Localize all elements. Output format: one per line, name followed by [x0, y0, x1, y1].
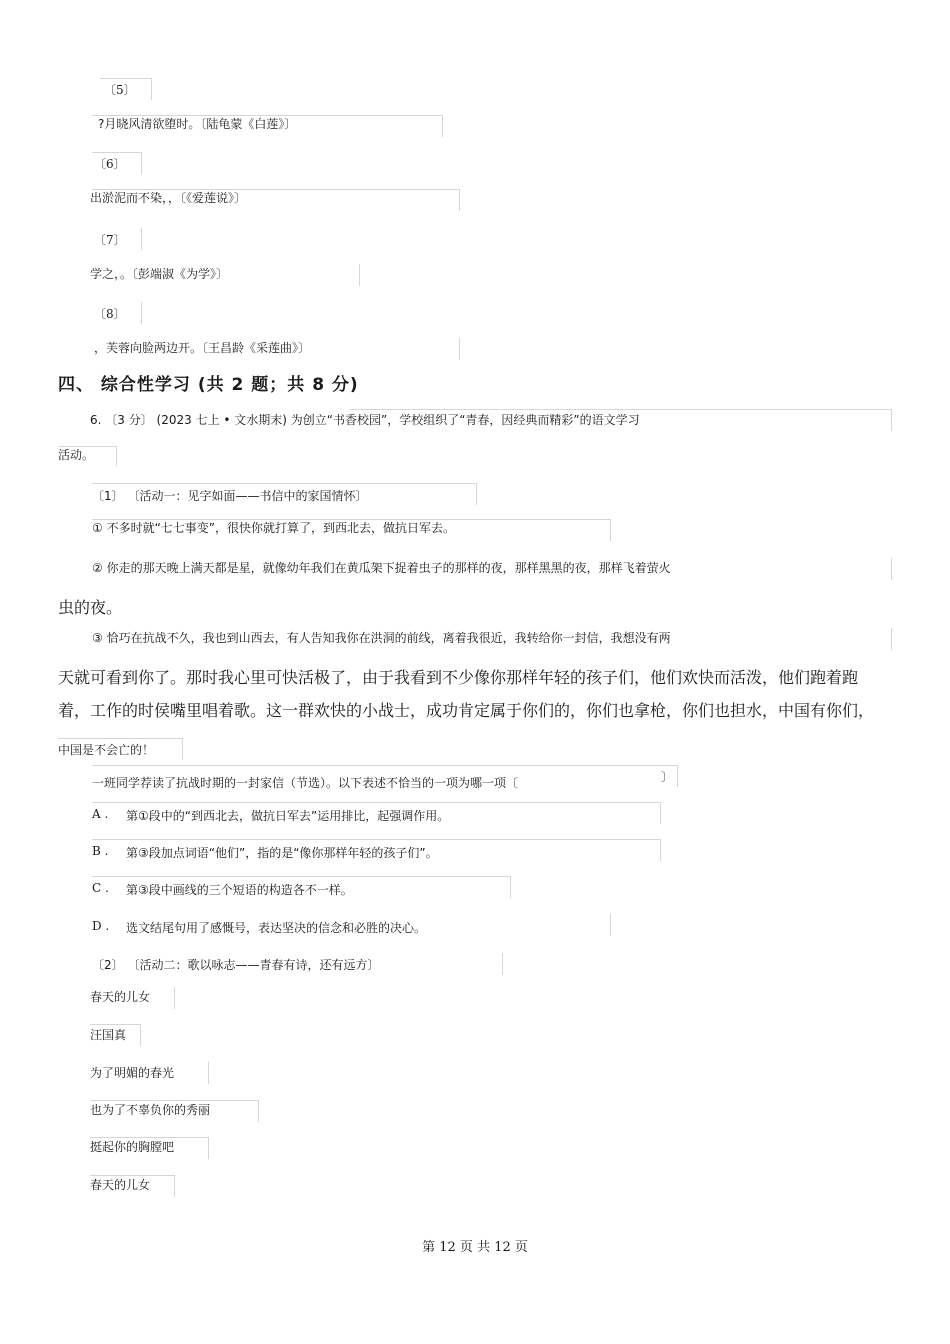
question-6-header-cont: 活动。 — [58, 448, 95, 462]
poem-line-6: 春天的儿女 — [90, 1178, 151, 1192]
option-c-label: C . — [92, 881, 109, 895]
item-8-number: 〔8〕 — [94, 307, 126, 321]
poem-line-3: 为了明媚的春光 — [90, 1066, 175, 1080]
option-a-label: A . — [92, 807, 109, 821]
option-d-label: D . — [92, 919, 110, 933]
poem-line-4: 也为了不辜负你的秀丽 — [90, 1103, 211, 1117]
poem-line-2: 汪国真 — [90, 1028, 127, 1042]
item-5-text: ?月晓风清欲堕时。〔陆龟蒙《白莲》〕 — [98, 117, 297, 131]
option-b-label: B . — [92, 844, 109, 858]
letter-paragraph-3d: 中国是不会亡的！ — [58, 743, 155, 757]
letter-paragraph-2b: 虫的夜。 — [58, 598, 123, 617]
question-6-header: 6. 〔3 分〕 (2023 七上 • 文水期末) 为创立“书香校园”，学校组织了“青春，因经典而精彩”的语文学习 — [90, 413, 640, 427]
page-footer: 第 12 页 共 12 页 — [422, 1240, 528, 1255]
letter-paragraph-2a: ② 你走的那天晚上满天都是星，就像幼年我们在黄瓜架下捉着虫子的那样的夜，那样黑黑的夜，那样飞着萤火 — [92, 561, 671, 575]
item-6-text: 出淤泥而不染，，〔《爱莲说》〕 — [90, 191, 247, 205]
poem-line-5: 挺起你的胸膛吧 — [90, 1140, 175, 1154]
item-8-text: ，芙蓉向脸两边开。〔王昌龄《采莲曲》〕 — [94, 341, 311, 355]
option-d-text: 选文结尾句用了感慨号，表达坚决的信念和必胜的决心。 — [126, 921, 427, 935]
activity-2-heading: 〔2〕 〔活动二：歌以咏志——青春有诗，还有远方〕 — [92, 958, 380, 972]
letter-paragraph-3c: 着，工作的时侯嘴里唱着歌。这一群欢快的小战士，成功肯定属于你们的，你们也拿枪，你们也担水，中国有你们， — [58, 701, 875, 720]
item-6-number: 〔6〕 — [94, 157, 126, 171]
item-7-number: 〔7〕 — [94, 233, 126, 247]
activity-1-heading: 〔1〕 〔活动一：见字如面——书信中的家国情怀〕 — [92, 489, 368, 503]
letter-paragraph-3b: 天就可看到你了。那时我心里可快活极了，由于我看到不少像你那样年轻的孩子们，他们欢快而活泼，他们跑着跑 — [58, 668, 859, 687]
poem-line-1: 春天的儿女 — [90, 990, 151, 1004]
item-5-number: 〔5〕 — [104, 83, 136, 97]
option-b-text: 第③段加点词语“他们”，指的是“像你那样年轻的孩子们”。 — [126, 846, 438, 860]
section-title: 四、 综合性学习 (共 2 题；共 8 分) — [58, 375, 359, 395]
option-c-text: 第③段中画线的三个短语的构造各不一样。 — [126, 883, 353, 897]
question-prompt: 一班同学荐读了抗战时期的一封家信（节选）。以下表述不恰当的一项为哪一项〔 — [92, 776, 519, 790]
item-7-text: 学之，。〔彭端淑《为学》〕 — [90, 267, 229, 281]
letter-paragraph-1: ① 不多时就“七七事变”，很快你就打算了，到西北去，做抗日军去。 — [92, 521, 456, 535]
question-prompt-bracket: 〕 — [661, 770, 674, 784]
letter-paragraph-3a: ③ 恰巧在抗战不久，我也到山西去，有人告知我你在洪洞的前线，离着我很近，我转给你一封信，我想没有两 — [92, 631, 671, 645]
option-a-text: 第①段中的“到西北去，做抗日军去”运用排比，起强调作用。 — [126, 809, 450, 823]
